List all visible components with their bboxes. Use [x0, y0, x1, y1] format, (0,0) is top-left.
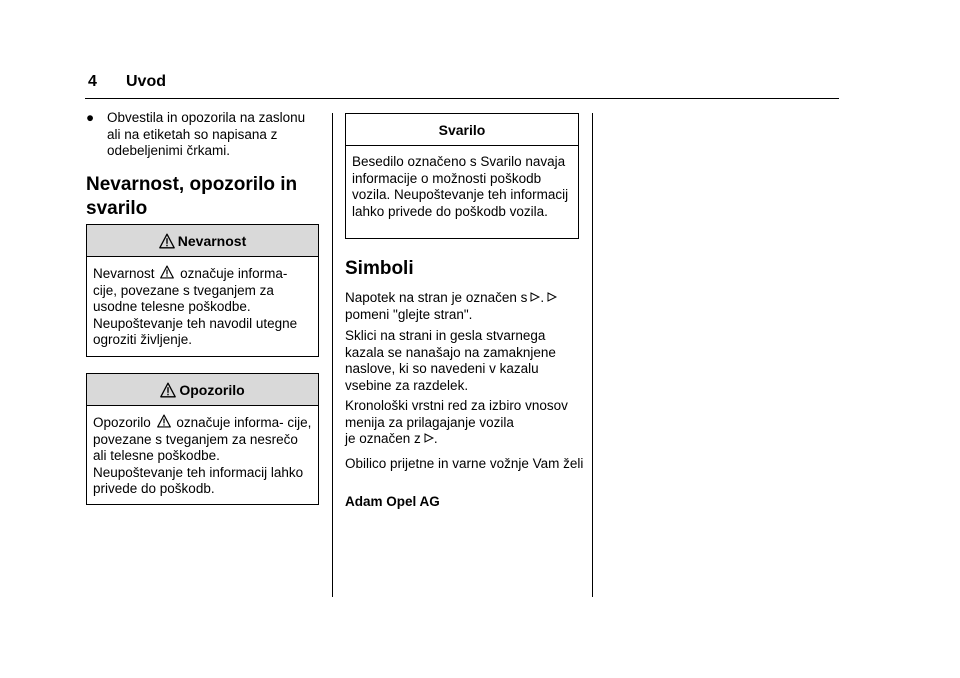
warning-triangle-icon	[160, 382, 176, 398]
symbols-paragraph-2: Sklici na strani in gesla stvarnega kazala se nanašajo na zamaknjene naslove, ki so navedeni v kazalu vsebine za razdelek.	[345, 328, 556, 393]
bullet-marker: ●	[86, 110, 95, 125]
danger-box-title	[87, 225, 318, 257]
page-number: 4	[88, 73, 97, 90]
page-section-title: Uvod	[126, 73, 166, 90]
caution-box-title: Svarilo	[346, 114, 578, 146]
bullet-text: Obvestila in opozorila na zaslonu ali na etiketah so napisana z odebeljenimi črkami.	[107, 110, 306, 158]
warning-title-text: Opozorilo	[179, 381, 245, 398]
danger-lead: Nevarnost	[93, 266, 155, 281]
warning-text-rest: cije, povezane s tveganjem za nesrečo ali telesne poškodbe. Neupoštevanje teh informacij lahko privede do poškodb.	[93, 415, 312, 496]
page-header	[85, 70, 839, 99]
column-divider	[332, 113, 333, 597]
warning-triangle-icon	[157, 414, 171, 428]
warning-lead: Opozorilo	[93, 415, 151, 430]
warning-triangle-icon	[159, 233, 175, 249]
column-divider	[592, 113, 593, 597]
caution-box-body: Besedilo označeno s Svarilo navaja informacije o možnosti poškodb vozila. Neupoštevanje teh informacij lahko privede do poškodb vozila.	[352, 154, 569, 219]
page-reference-icon	[424, 433, 434, 443]
section-title-symbols: Simboli	[345, 258, 414, 279]
danger-box	[86, 224, 319, 357]
signature: Adam Opel AG	[345, 494, 440, 509]
page-reference-icon	[547, 292, 557, 302]
danger-text-start: označuje informa-	[180, 266, 288, 281]
warning-box-body	[87, 406, 318, 504]
danger-box-body	[87, 257, 318, 355]
symbols-paragraph-3	[345, 398, 585, 448]
warning-box-title	[87, 374, 318, 406]
symbols-paragraph-1	[345, 290, 585, 323]
danger-title-text: Nevarnost	[177, 232, 247, 249]
symbols-p3-text-end: je označen z	[345, 431, 421, 446]
warning-triangle-icon	[160, 265, 174, 279]
section-title-warnings: Nevarnost, opozorilo in svarilo	[86, 174, 298, 219]
danger-text-rest: cije, povezane s tveganjem za usodne telesne poškodbe. Neupoštevanje teh navodil utegne ogroziti življenje.	[93, 282, 298, 347]
symbols-p1-separator: .	[540, 290, 545, 305]
warning-box	[86, 373, 319, 505]
caution-box	[345, 113, 579, 239]
page-reference-icon	[530, 292, 540, 302]
symbols-p3-text: Kronološki vrstni red za izbiro vnosov menija za prilagajanje vozila	[345, 398, 568, 430]
symbols-p1-meaning: pomeni "glejte stran".	[345, 306, 473, 322]
symbols-p1-text: Napotek na stran je označen s	[345, 290, 528, 305]
warning-text-start: označuje informa-	[176, 415, 284, 430]
symbols-paragraph-4: Obilico prijetne in varne vožnje Vam želi	[345, 456, 584, 471]
symbols-p3-period: .	[433, 431, 438, 446]
